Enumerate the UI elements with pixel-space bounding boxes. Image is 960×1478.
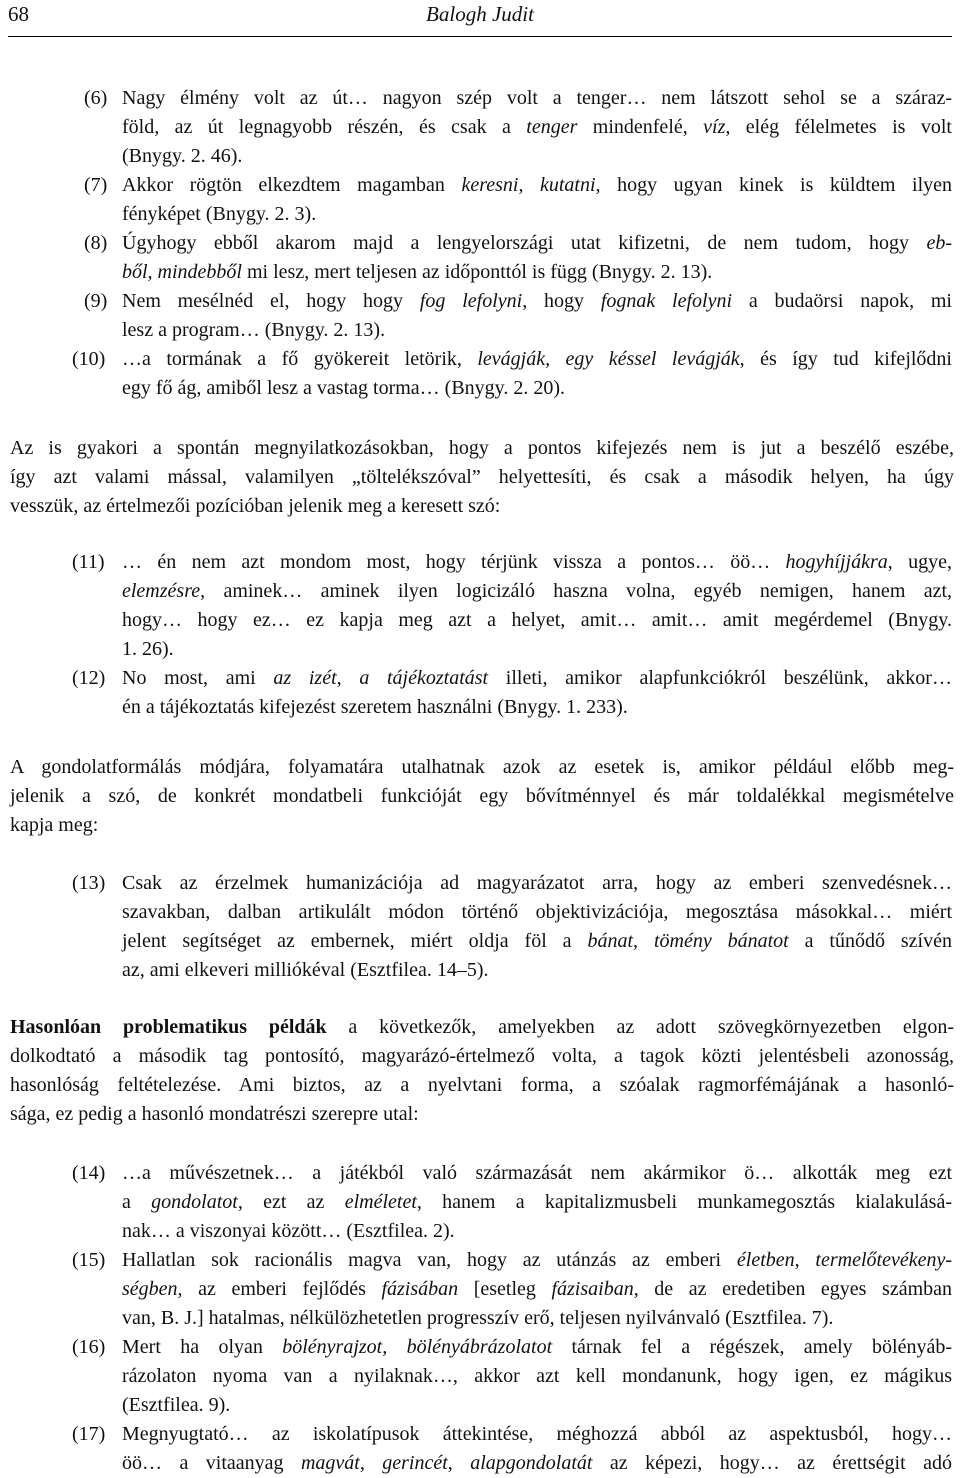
running-head-author: Balogh Judit xyxy=(426,2,534,26)
example-line: ségben, az emberi fejlődés fázisában [esetleg fázisaiban, de az eredetiben egyes számban xyxy=(122,1278,953,1300)
example-10 xyxy=(72,345,952,403)
example-line: Hallatlan sok racionális magva van, hogy az utánzás az emberi életben, termelőtevékeny- xyxy=(122,1249,952,1271)
example-line: fényképet (Bnygy. 2. 3). xyxy=(122,203,317,225)
bold-lead-phrase: Hasonlóan problematikus példák xyxy=(10,1016,327,1038)
example-16 xyxy=(72,1333,952,1420)
example-number: (6) xyxy=(84,87,108,109)
body-paragraph-3 xyxy=(10,1013,954,1129)
paragraph-line: dolkodtató a második tag pontosító, magyarázó-értelmező volta, a tagok közti jelentésbeli azonosság, xyxy=(10,1045,954,1067)
example-line: No most, ami az izét, a tájékoztatást illeti, amikor alapfunkciókról beszélünk, akkor… xyxy=(122,667,952,689)
paragraph-line: vesszük, az értelmezői pozícióban jelenik meg a keresett szó: xyxy=(10,495,501,517)
example-number: (17) xyxy=(72,1423,106,1445)
paragraph-line: Az is gyakori a spontán megnyilatkozásokban, hogy a pontos kifejezés nem is jut a beszélő eszébe, xyxy=(10,437,954,459)
example-line: elemzésre, aminek… aminek ilyen logicizáló haszna volna, egyéb nemigen, hanem azt, xyxy=(122,580,952,602)
example-line: Nem mesélnéd el, hogy hogy fog lefolyni, hogy fognak lefolyni a budaörsi napok, mi xyxy=(122,290,952,312)
example-14 xyxy=(72,1159,952,1246)
example-number: (8) xyxy=(84,232,108,254)
paragraph-line: sága, ez pedig a hasonló mondatrészi szerepre utal: xyxy=(10,1103,419,1125)
paragraph-line: így azt valami mással, valamilyen „töltelékszóval” helyettesíti, és csak a második helyen, ha úgy xyxy=(10,466,954,488)
example-number: (12) xyxy=(72,667,106,689)
example-line: szavakban, dalban artikulált módon történő objektivizációja, megosztása másokkal… miért xyxy=(122,901,952,923)
example-line: 1. 26). xyxy=(122,638,174,660)
example-number: (9) xyxy=(84,290,108,312)
example-line: Nagy élmény volt az út… nagyon szép volt a tenger… nem látszott sehol se a száraz- xyxy=(122,87,952,109)
body-paragraph-1 xyxy=(10,434,954,521)
example-number: (7) xyxy=(84,174,108,196)
example-line: föld, az út legnagyobb részén, és csak a tenger mindenfelé, víz, elég félelmetes is volt xyxy=(122,116,952,138)
example-line: nak… a viszonyai között… (Esztfilea. 2). xyxy=(122,1220,455,1242)
example-line: … én nem azt mondom most, hogy térjünk vissza a pontos… öö… hogyhíjjákra, ugye, xyxy=(122,551,952,573)
example-17 xyxy=(72,1420,952,1478)
example-7 xyxy=(84,171,953,229)
example-15 xyxy=(72,1246,953,1333)
example-8 xyxy=(84,229,952,287)
page-number: 68 xyxy=(8,2,29,26)
example-line: Mert ha olyan bölényrajzot, bölényábrázolatot tárnak fel a régészek, amely bölényáb- xyxy=(122,1336,952,1358)
paragraph-line xyxy=(10,1013,954,1042)
example-number: (14) xyxy=(72,1162,106,1184)
example-number: (11) xyxy=(72,551,105,573)
example-line: a gondolatot, ezt az elméletet, hanem a kapitalizmusbeli munkamegosztás kialakulásá- xyxy=(122,1191,952,1213)
paragraph-line: hasonlóság feltételezése. Ami biztos, az a nyelvtani forma, a szóalak ragmorfémájának a hasonló- xyxy=(10,1074,954,1096)
paragraph-line: A gondolatformálás módjára, folyamatára utalhatnak azok az esetek is, amikor például előbb meg- xyxy=(10,756,954,778)
example-12 xyxy=(72,664,952,722)
example-number: (15) xyxy=(72,1249,106,1271)
example-line: Úgyhogy ebből akarom majd a lengyelországi utat kifizetni, de nem tudom, hogy eb- xyxy=(122,232,952,254)
example-line: van, B. J.] hatalmas, nélkülözhetetlen progresszív erő, teljesen nyilvánvaló (Esztfilea. 7). xyxy=(122,1307,834,1329)
example-6 xyxy=(84,84,952,171)
example-13 xyxy=(72,869,952,985)
example-line: …a tormának a fő gyökereit letörik, levágják, egy késsel levágják, és így tud kifejlődni xyxy=(122,348,952,370)
running-header xyxy=(8,0,952,37)
paragraph-line-rest: a következők, amelyekben az adott szövegkörnyezetben elgon- xyxy=(326,1016,954,1038)
body-paragraph-2 xyxy=(10,753,954,840)
example-line: az, ami elkeveri milliókéval (Esztfilea. 14–5). xyxy=(122,959,489,981)
example-line: öö… a vitaanyag magvát, gerincét, alapgondolatát az képezi, hogy… az érettségit adó xyxy=(122,1452,952,1474)
paragraph-line: jelenik a szó, de konkrét mondatbeli funkcióját egy bővítménnyel és már toldalékkal megismételve xyxy=(10,785,954,807)
example-line: …a művészetnek… a játékból való származását nem akármikor ö… alkották meg ezt xyxy=(122,1162,952,1184)
example-line: Akkor rögtön elkezdtem magamban keresni, kutatni, hogy ugyan kinek is küldtem ilyen xyxy=(122,174,953,196)
example-line: én a tájékoztatás kifejezést szeretem használni (Bnygy. 1. 233). xyxy=(122,696,628,718)
example-number: (13) xyxy=(72,872,106,894)
example-number: (10) xyxy=(72,348,106,370)
example-9 xyxy=(84,287,952,345)
example-line: hogy… hogy ez… ez kapja meg azt a helyet, amit… amit… amit megérdemel (Bnygy. xyxy=(122,609,952,631)
example-line: (Esztfilea. 9). xyxy=(122,1394,231,1416)
example-line: Megnyugtató… az iskolatípusok áttekintése, méghozzá abból az aspektusból, hogy… xyxy=(122,1423,952,1445)
example-line: rázolaton nyoma van a nyilaknak…, akkor azt kell mondanunk, hogy igen, ez mágikus xyxy=(122,1365,952,1387)
example-11 xyxy=(72,548,952,664)
example-line: ből, mindebből mi lesz, mert teljesen az időponttól is függ (Bnygy. 2. 13). xyxy=(122,261,713,283)
example-line: jelent segítséget az embernek, miért oldja föl a bánat, tömény bánatot a tűnődő szívén xyxy=(122,930,952,952)
example-number: (16) xyxy=(72,1336,106,1358)
example-line: Csak az érzelmek humanizációja ad magyarázatot arra, hogy az emberi szenvedésnek… xyxy=(122,872,952,894)
paragraph-line: kapja meg: xyxy=(10,814,99,836)
example-line: lesz a program… (Bnygy. 2. 13). xyxy=(122,319,386,341)
example-line: (Bnygy. 2. 46). xyxy=(122,145,243,167)
example-line: egy fő ág, amiből lesz a vastag torma… (Bnygy. 2. 20). xyxy=(122,377,566,399)
